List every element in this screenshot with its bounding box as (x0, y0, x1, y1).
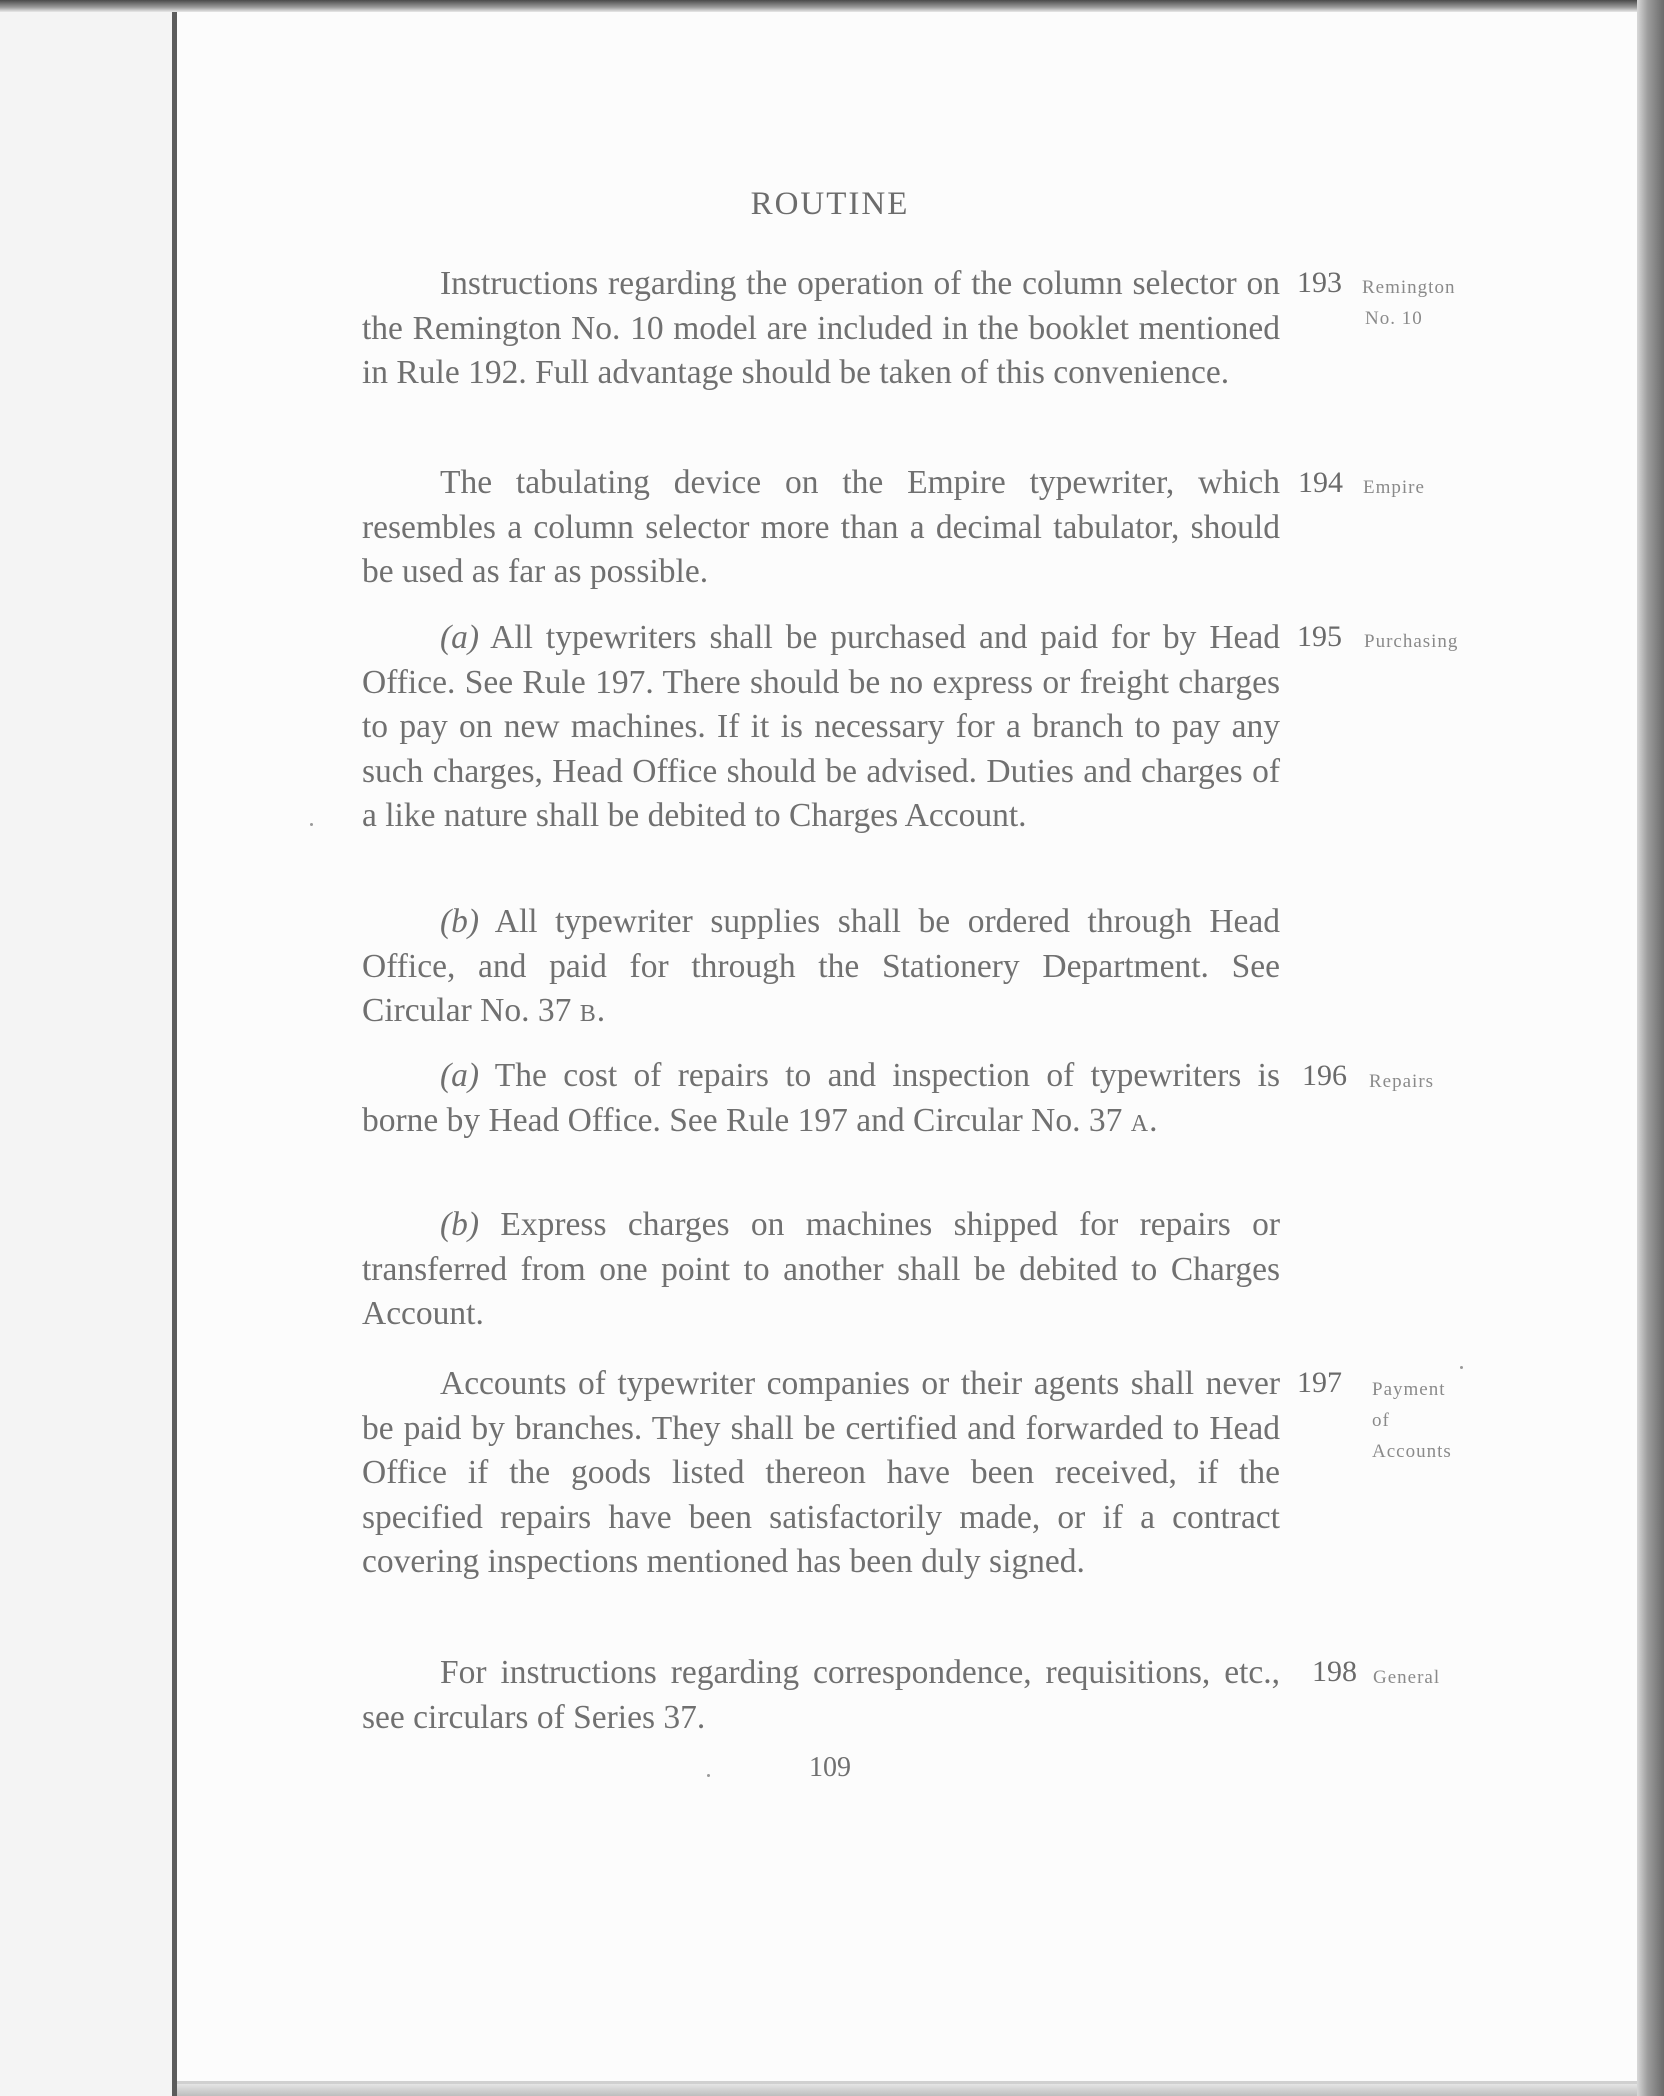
rule-197-paragraph: Accounts of typewriter companies or their agents shall never be paid by branches. They shall be certified and forwarded to Head Office if the goods listed thereon have been received, if the specified repairs have been satisfactorily made, or if a contract covering inspections mentioned has been duly signed. (362, 1365, 1280, 1580)
rule-194-paragraph: The tabulating device on the Empire typewriter, which resembles a column selector more than a decimal tabulator, should be used as far as possible. (362, 464, 1280, 590)
scan-speck (707, 1774, 710, 1777)
page-right-edge (1637, 0, 1664, 2096)
side-label-repairs: Repairs (1369, 1071, 1435, 1092)
side-label-purchasing: Purchasing (1364, 631, 1459, 652)
rule-193-paragraph: Instructions regarding the operation of the column selector on the Remington No. 10 model are included in the booklet mentioned in Rule 192. Full advantage should be taken of this convenience. (362, 265, 1280, 391)
side-label-general: General (1373, 1667, 1441, 1688)
scan-speck (1460, 1366, 1463, 1369)
rule-number-195: 195 (1297, 620, 1342, 653)
rule-196b-paragraph: (b) Express charges on machines shipped for repairs or transferred from one point to another shall be debited to Charges Account. (362, 1206, 1280, 1332)
rule-number-193: 193 (1297, 266, 1342, 299)
rule-195b-paragraph: (b) All typewriter supplies shall be ordered through Head Office, and paid for through the Stationery Department. See Circular No. 37 B. (362, 903, 1280, 1029)
rule-195a-paragraph: (a) All typewriters shall be purchased and paid for by Head Office. See Rule 197. There should be no express or freight charges to pay on new machines. If it is necessary for a branch to pay any such charges, Head Office should be advised. Duties and charges of a like nature shall be debited to Charges Account. (362, 619, 1280, 834)
scan-top-edge (0, 0, 1664, 12)
page-bottom-edge (177, 2084, 1637, 2096)
side-label-empire: Empire (1363, 477, 1425, 498)
rule-number-194: 194 (1298, 466, 1343, 499)
rule-196a-paragraph: (a) The cost of repairs to and inspection of typewriters is borne by Head Office. See Rule 197 and Circular No. 37 A. (362, 1057, 1280, 1139)
page-number: 109 (809, 1752, 851, 1783)
facing-page-strip (0, 12, 172, 2096)
rule-number-196: 196 (1302, 1059, 1347, 1092)
page-title: ROUTINE (750, 186, 910, 222)
scan-speck (310, 823, 313, 826)
rule-198-paragraph: For instructions regarding correspondence, requisitions, etc., see circulars of Series 37. (362, 1654, 1280, 1736)
rule-number-197: 197 (1297, 1366, 1342, 1399)
side-label-remington: Remington No. 10 (1362, 277, 1456, 329)
rule-number-198: 198 (1312, 1655, 1357, 1688)
side-label-payment-of-accounts: Payment of Accounts (1372, 1379, 1452, 1462)
